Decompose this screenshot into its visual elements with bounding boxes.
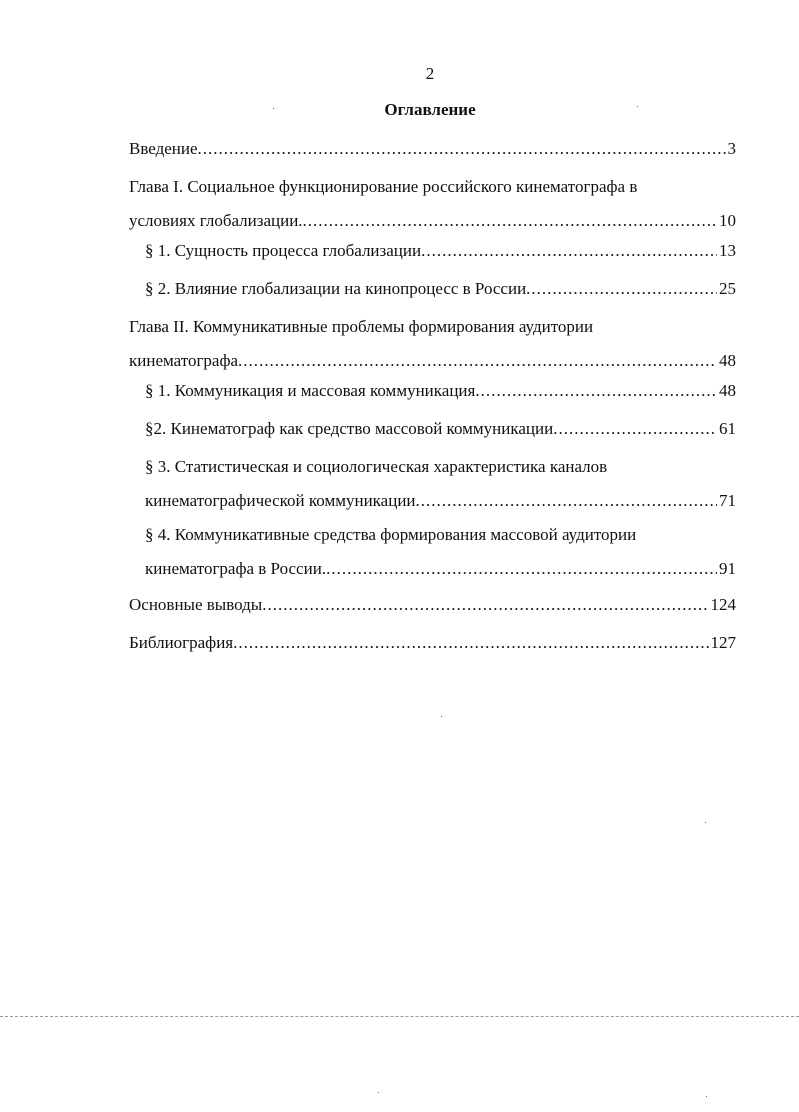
dot-leader xyxy=(238,344,717,378)
dot-leader xyxy=(416,484,717,518)
toc-page-number: 48 xyxy=(719,381,736,400)
scan-speck xyxy=(637,106,638,107)
dot-leader xyxy=(262,588,708,622)
toc-page-number: 61 xyxy=(719,419,736,438)
scan-speck xyxy=(378,1092,379,1093)
dot-leader xyxy=(303,204,717,238)
dot-leader xyxy=(475,374,717,408)
toc-page-number: 13 xyxy=(719,241,736,260)
toc-entry-text: кинематографа xyxy=(129,351,239,370)
scan-speck xyxy=(441,716,442,717)
toc-entry-text: § 1. Сущность процесса глобализации xyxy=(145,241,422,260)
scan-speck xyxy=(705,822,706,823)
toc-entry-section-2-1[interactable] xyxy=(145,374,736,408)
toc-entry-text: § 2. Влияние глобализации на кинопроцесс в России xyxy=(145,279,527,298)
toc-entry-text: Библиография xyxy=(129,633,234,652)
dot-leader xyxy=(233,626,708,660)
toc-page-number: 91 xyxy=(719,559,736,578)
toc-entry-text: § 4. Коммуникативные средства формирования массовой аудитории xyxy=(145,525,637,544)
dot-leader xyxy=(326,552,717,586)
dot-leader xyxy=(198,132,726,166)
toc-entry-section-2-2[interactable] xyxy=(145,412,736,446)
toc-entry-text: условиях глобализации. xyxy=(129,211,303,230)
page-number: 2 xyxy=(425,64,435,83)
toc-entry-section-2-3[interactable] xyxy=(145,450,736,518)
toc-page-number: 124 xyxy=(710,595,736,614)
toc-entry-section-1-1[interactable] xyxy=(145,234,736,268)
dot-leader xyxy=(526,272,717,306)
toc-page-number: 71 xyxy=(719,491,736,510)
toc-entry-bibliography[interactable] xyxy=(129,626,736,660)
toc-entry-text: §2. Кинематограф как средство массовой коммуникации xyxy=(145,419,554,438)
toc-entry-section-2-4[interactable] xyxy=(145,518,736,586)
toc-entry-section-1-2[interactable] xyxy=(145,272,736,306)
toc-entry-text: кинематографической коммуникации xyxy=(145,491,416,510)
toc-title: Оглавление xyxy=(384,100,476,119)
dot-leader xyxy=(553,412,717,446)
toc-entry-text: § 1. Коммуникация и массовая коммуникация xyxy=(145,381,476,400)
toc-page-number: 25 xyxy=(719,279,736,298)
toc-entry-text: Глава I. Социальное функционирование российского кинематографа в xyxy=(129,177,638,196)
toc-entry-introduction[interactable] xyxy=(129,132,736,166)
toc-entry-text: Введение xyxy=(129,139,198,158)
toc-entry-text: Глава II. Коммуникативные проблемы формирования аудитории xyxy=(129,317,594,336)
toc-entry-conclusions[interactable] xyxy=(129,588,736,622)
scan-fold-line xyxy=(0,1016,799,1017)
toc-entry-chapter-2[interactable] xyxy=(129,310,736,378)
scan-speck xyxy=(706,1096,707,1097)
dot-leader xyxy=(421,234,717,268)
toc-entry-text: § 3. Статистическая и социологическая характеристика каналов xyxy=(145,457,608,476)
scan-speck xyxy=(273,108,274,109)
toc-page-number: 127 xyxy=(710,633,736,652)
toc-entry-text: Основные выводы xyxy=(129,595,263,614)
toc-page-number: 10 xyxy=(719,211,736,230)
toc-entry-chapter-1[interactable] xyxy=(129,170,736,238)
toc-page-number: 3 xyxy=(727,139,736,158)
toc-entry-text: кинематографа в России. xyxy=(145,559,327,578)
toc-page-number: 48 xyxy=(719,351,736,370)
